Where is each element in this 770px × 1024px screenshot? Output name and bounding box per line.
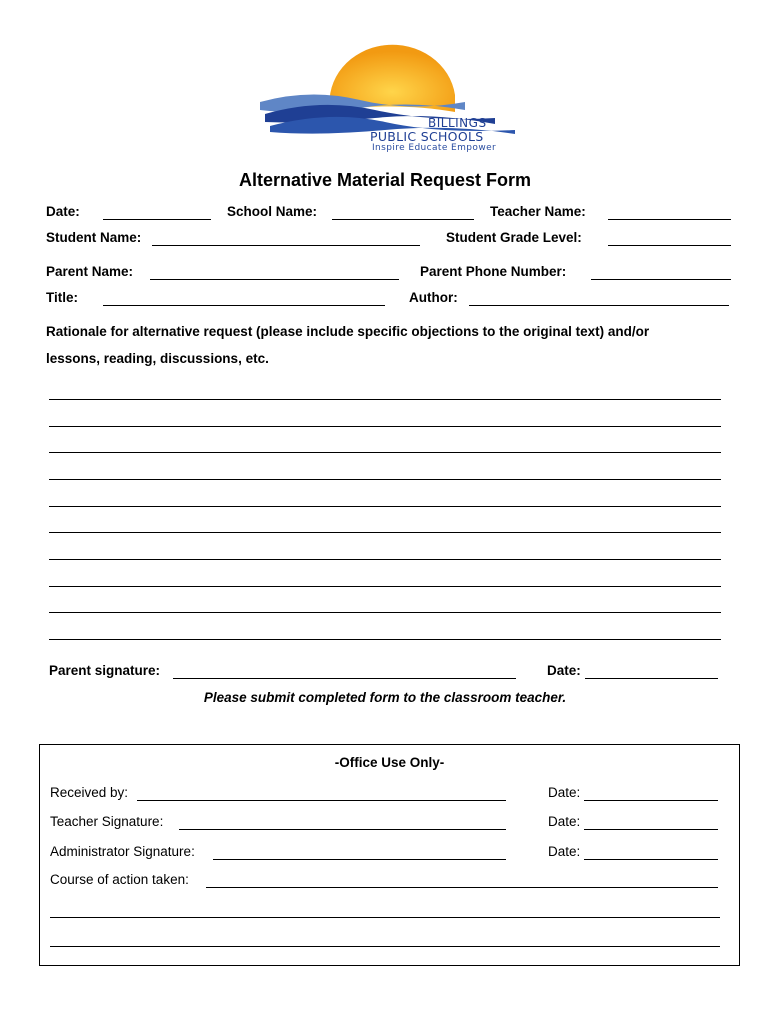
rationale-writing-line[interactable] — [49, 452, 721, 453]
teacher-signature-label: Teacher Signature: — [50, 814, 164, 829]
rationale-prompt-line1: Rationale for alternative request (please include specific objections to the original text) and/or — [46, 324, 650, 339]
date-label: Date: — [46, 204, 80, 219]
school-name-field[interactable] — [332, 219, 474, 220]
office-use-box — [39, 744, 740, 966]
teacher-name-label: Teacher Name: — [490, 204, 586, 219]
rationale-writing-line[interactable] — [49, 586, 721, 587]
course-of-action-line[interactable] — [50, 946, 720, 947]
parent-name-field[interactable] — [150, 279, 399, 280]
author-label: Author: — [409, 290, 458, 305]
rationale-writing-line[interactable] — [49, 639, 721, 640]
rationale-writing-line[interactable] — [49, 399, 721, 400]
rationale-writing-line[interactable] — [49, 532, 721, 533]
parent-name-label: Parent Name: — [46, 264, 134, 279]
parent-signature-field[interactable] — [173, 678, 516, 679]
parent-phone-label: Parent Phone Number: — [420, 264, 567, 279]
administrator-date-label: Date: — [548, 844, 581, 859]
title-label: Title: — [46, 290, 79, 305]
logo-line-public-schools: PUBLIC SCHOOLS — [370, 129, 484, 144]
received-by-field[interactable] — [137, 800, 506, 801]
administrator-date-field[interactable] — [584, 859, 718, 860]
rationale-writing-line[interactable] — [49, 612, 721, 613]
school-name-label: School Name: — [227, 204, 318, 219]
course-of-action-line[interactable] — [50, 917, 720, 918]
parent-phone-field[interactable] — [591, 279, 731, 280]
teacher-signature-date-label: Date: — [548, 814, 581, 829]
teacher-signature-field[interactable] — [179, 829, 506, 830]
date-field[interactable] — [103, 219, 211, 220]
office-use-title: -Office Use Only- — [334, 755, 445, 770]
rationale-writing-line[interactable] — [49, 559, 721, 560]
student-grade-label: Student Grade Level: — [446, 230, 582, 245]
signature-date-label: Date: — [547, 663, 581, 678]
logo-tagline: Inspire Educate Empower — [372, 143, 497, 153]
form-title: Alternative Material Request Form — [238, 170, 532, 190]
parent-signature-label: Parent signature: — [49, 663, 161, 678]
author-field[interactable] — [469, 305, 729, 306]
course-of-action-field[interactable] — [206, 887, 718, 888]
signature-date-field[interactable] — [585, 678, 718, 679]
student-grade-field[interactable] — [608, 245, 731, 246]
teacher-name-field[interactable] — [608, 219, 731, 220]
rationale-writing-line[interactable] — [49, 506, 721, 507]
submit-note: Please submit completed form to the classroom teacher. — [203, 690, 567, 705]
course-of-action-label: Course of action taken: — [50, 872, 189, 887]
rationale-writing-line[interactable] — [49, 479, 721, 480]
teacher-signature-date-field[interactable] — [584, 829, 718, 830]
received-by-label: Received by: — [50, 785, 129, 800]
logo-text — [370, 117, 496, 154]
title-field[interactable] — [103, 305, 385, 306]
rationale-writing-line[interactable] — [49, 426, 721, 427]
administrator-signature-label: Administrator Signature: — [50, 844, 195, 859]
student-name-field[interactable] — [152, 245, 420, 246]
received-date-label: Date: — [548, 785, 581, 800]
rationale-prompt-line2: lessons, reading, discussions, etc. — [46, 351, 269, 366]
received-date-field[interactable] — [584, 800, 718, 801]
student-name-label: Student Name: — [46, 230, 142, 245]
logo-line-billings: BILLINGS — [428, 116, 487, 130]
administrator-signature-field[interactable] — [213, 859, 506, 860]
